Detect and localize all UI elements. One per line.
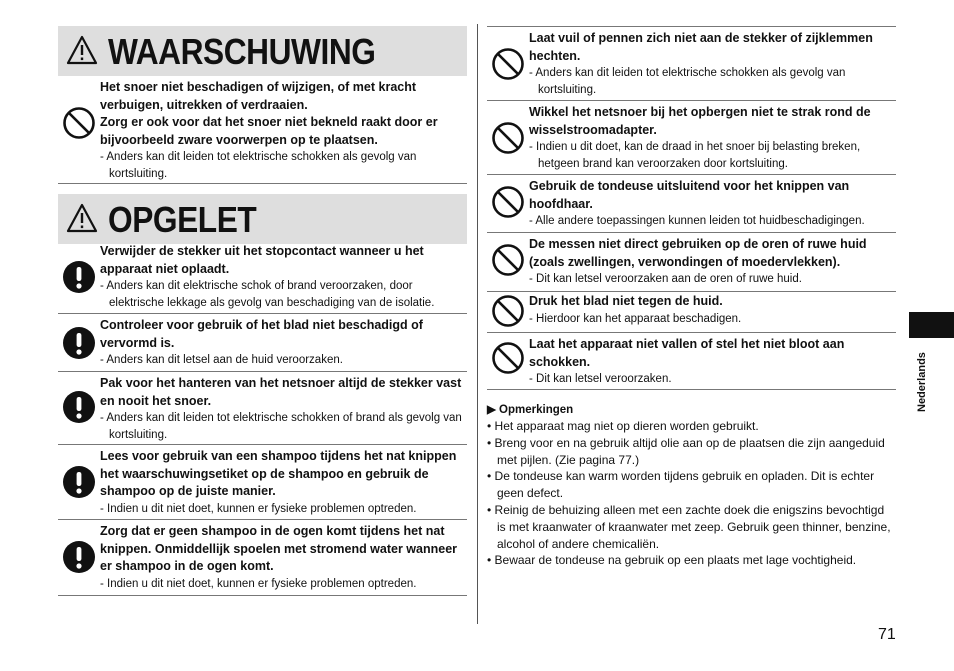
warning-triangle-icon — [66, 34, 98, 66]
note-item: • De tondeuse kan warm worden tijdens gebruik en opladen. Dit is echter geen defect. — [487, 469, 875, 501]
mandatory-icon — [62, 540, 96, 574]
caution-title: OPGELET — [108, 199, 257, 240]
safety-item — [58, 445, 467, 520]
caution-banner — [58, 194, 467, 244]
consequence-text: - Anders kan dit elektrische schok of brand veroorzaken, door elektrische lekkage als gevolg van beschadiging van de isolatie. — [100, 280, 435, 309]
consequence-text: - Indien u dit niet doet, kunnen er fysieke problemen optreden. — [100, 502, 417, 515]
warning-title: WAARSCHUWING — [108, 31, 376, 72]
instruction-text: Zorg er ook voor dat het snoer niet bekneld raakt door er bijvoorbeeld zware voorwerpen op te plaatsen. — [100, 115, 438, 147]
instruction-text: Verwijder de stekker uit het stopcontact wanneer u het apparaat niet oplaadt. — [100, 244, 424, 276]
language-label: Nederlands — [916, 352, 928, 412]
note-item: • Reinig de behuizing alleen met een zachte doek die enigszins bevochtigd is met kraanwater of kraanwater met zeep. Gebruik geen thinner, benzine, alcohol of andere chemicaliën. — [487, 502, 891, 551]
note-item: • Bewaar de tondeuse na gebruik op een plaats met lage vochtigheid. — [487, 553, 857, 568]
prohibited-icon — [491, 243, 525, 277]
prohibited-icon — [491, 47, 525, 81]
note-item: • Breng voor en na gebruik altijd olie aan op de plaatsen die zijn aangeduid met pijlen. (Zie pagina 77.) — [487, 435, 885, 467]
consequence-text: - Anders kan dit leiden tot elektrische schokken of brand als gevolg van kortsluiting. — [100, 412, 462, 441]
language-tab — [909, 312, 954, 338]
instruction-text: Pak voor het hanteren van het netsnoer altijd de stekker vast en nooit het snoer. — [100, 376, 462, 408]
notes-heading: ▶ Opmerkingen — [487, 404, 574, 416]
prohibited-icon — [62, 106, 96, 140]
instruction-text: Gebruik de tondeuse uitsluitend voor het knippen van hoofdhaar. — [529, 179, 850, 211]
safety-item — [58, 372, 467, 445]
warning-triangle-icon — [66, 202, 98, 234]
instruction-text: Druk het blad niet tegen de huid. — [529, 294, 723, 308]
consequence-text: - Indien u dit niet doet, kunnen er fysieke problemen optreden. — [100, 577, 417, 590]
consequence-text: - Indien u dit doet, kan de draad in het snoer bij belasting breken, hetgeen brand kan veroorzaken door kortsluiting. — [529, 141, 861, 170]
instruction-text: Zorg dat er geen shampoo in de ogen komt tijdens het nat knippen. Onmiddellijk spoelen met stromend water wanneer er shampoo in de ogen komt. — [100, 524, 458, 573]
mandatory-icon — [62, 326, 96, 360]
safety-item — [487, 233, 896, 292]
instruction-text: Wikkel het netsnoer bij het opbergen niet te strak rond de wisselstroomadapter. — [529, 105, 871, 137]
instruction-text: Controleer voor gebruik of het blad niet beschadigd of vervormd is. — [100, 318, 423, 350]
instruction-text: Het snoer niet beschadigen of wijzigen, of met kracht verbuigen, uitrekken of verdraaien. — [100, 80, 417, 112]
safety-item — [58, 76, 467, 184]
page-number: 71 — [878, 626, 896, 643]
consequence-text: - Anders kan dit leiden tot elektrische schokken als gevolg van kortsluiting. — [100, 151, 417, 180]
prohibited-icon — [491, 185, 525, 219]
notes-section — [487, 402, 896, 569]
instruction-text: Laat het apparaat niet vallen of stel het niet bloot aan schokken. — [529, 337, 845, 369]
safety-item — [487, 175, 896, 233]
warning-banner — [58, 26, 467, 76]
consequence-text: - Hierdoor kan het apparaat beschadigen. — [529, 312, 742, 325]
mandatory-icon — [62, 390, 96, 424]
prohibited-icon — [491, 341, 525, 375]
instruction-text: Laat vuil of pennen zich niet aan de stekker of zijklemmen hechten. — [529, 31, 873, 63]
safety-item — [58, 314, 467, 372]
consequence-text: - Dit kan letsel veroorzaken aan de oren of ruwe huid. — [529, 273, 802, 285]
note-item: • Het apparaat mag niet op dieren worden gebruikt. — [487, 419, 759, 433]
consequence-text: - Dit kan letsel veroorzaken. — [529, 373, 672, 385]
safety-item — [487, 333, 896, 390]
instruction-text: Lees voor gebruik van een shampoo tijdens het nat knippen het waarschuwingsetiket op de shampoo en gebruik de shampoo op de juiste manier. — [100, 449, 457, 498]
safety-item — [58, 240, 467, 314]
instruction-text: De messen niet direct gebruiken op de oren of ruwe huid (zoals zwellingen, verwondingen of moedervlekken). — [529, 237, 867, 269]
mandatory-icon — [62, 465, 96, 499]
mandatory-icon — [62, 260, 96, 294]
column-divider — [477, 24, 478, 624]
safety-item — [487, 292, 896, 333]
safety-item — [487, 27, 896, 101]
prohibited-icon — [491, 294, 525, 328]
consequence-text: - Alle andere toepassingen kunnen leiden tot huidbeschadigingen. — [529, 215, 865, 227]
safety-item — [58, 520, 467, 596]
safety-item — [487, 101, 896, 175]
consequence-text: - Anders kan dit letsel aan de huid veroorzaken. — [100, 354, 343, 366]
prohibited-icon — [491, 121, 525, 155]
consequence-text: - Anders kan dit leiden tot elektrische schokken als gevolg van kortsluiting. — [529, 67, 846, 96]
